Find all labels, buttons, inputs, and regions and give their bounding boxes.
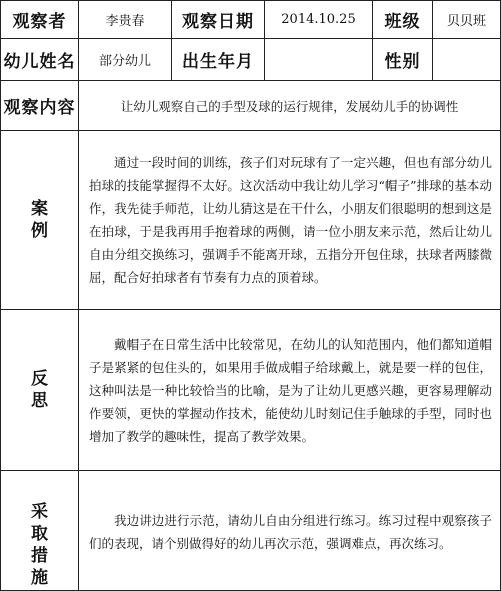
reflection-label bbox=[1, 310, 79, 471]
gender-label: 性别 bbox=[373, 39, 433, 81]
gender-value bbox=[433, 39, 501, 81]
measures-label-char: 施 bbox=[31, 568, 48, 588]
measures-label-char: 采 bbox=[31, 502, 48, 522]
birth-date-label: 出生年月 bbox=[172, 39, 265, 81]
case-cell bbox=[79, 131, 501, 310]
class-label: 班级 bbox=[373, 1, 433, 39]
class-value: 贝贝班 bbox=[433, 1, 501, 39]
case-label bbox=[1, 131, 79, 310]
measures-label-char: 措 bbox=[31, 546, 48, 566]
measures-label-char: 取 bbox=[31, 524, 48, 544]
observation-date-value: 2014.10.25 bbox=[265, 1, 373, 39]
case-text: 通过一段时间的训练，孩子们对玩球有了一定兴趣，但也有部分幼儿拍球的技能掌握得不太好。这次活动中我让幼儿学习“帽子”排球的基本动作，我先徒手师范，让幼儿猜这是在干什么，小朋友们很聪明的想到这是在拍球，于是我再用手抱着球的两侧，请一位小朋友来示范，然后让幼儿自由分组交换练习，强调手不能离开球，五指分开包住球，扶球者两膝微屈，配合好拍球者有节奏有力点的顶着球。 bbox=[89, 155, 492, 285]
case-label-char: 案 bbox=[31, 199, 48, 219]
observation-content-text: 让幼儿观察自己的手型及球的运行规律，发展幼儿手的协调性 bbox=[79, 81, 501, 131]
reflection-cell bbox=[79, 310, 501, 471]
header-row-1 bbox=[1, 1, 501, 39]
observation-date-label: 观察日期 bbox=[172, 1, 265, 39]
header-row-2 bbox=[1, 39, 501, 81]
case-label-char: 例 bbox=[31, 221, 48, 241]
birth-date-value bbox=[265, 39, 373, 81]
reflection-label-char: 反 bbox=[31, 369, 48, 389]
measures-text: 我边讲边进行示范，请幼儿自由分组进行练习。练习过程中观察孩子们的表现，请个别做得好的幼儿再次示范，强调难点，再次练习。 bbox=[89, 513, 492, 551]
reflection-label-char: 思 bbox=[31, 391, 48, 411]
measures-label bbox=[1, 471, 79, 591]
observation-content-label: 观察内容 bbox=[1, 81, 79, 131]
measures-row bbox=[1, 471, 501, 591]
child-name-label: 幼儿姓名 bbox=[1, 39, 79, 81]
observer-value: 李贵春 bbox=[79, 1, 172, 39]
observer-label: 观察者 bbox=[1, 1, 79, 39]
reflection-row bbox=[1, 310, 501, 471]
measures-cell bbox=[79, 471, 501, 591]
reflection-text: 戴帽子在日常生活中比较常见，在幼儿的认知范围内，他们都知道帽子是紧紧的包住头的，如果用手做成帽子给球戴上，就是要一样的包住，这种叫法是一种比较恰当的比喻，是为了让幼儿更感兴趣，更容易理解动作要领，更快的掌握动作技术，能使幼儿时刻记住手触球的手型，同时也增加了教学的趣味性，提高了教学效果。 bbox=[89, 336, 492, 444]
content-row bbox=[1, 81, 501, 131]
child-name-value: 部分幼儿 bbox=[79, 39, 172, 81]
case-row bbox=[1, 131, 501, 310]
